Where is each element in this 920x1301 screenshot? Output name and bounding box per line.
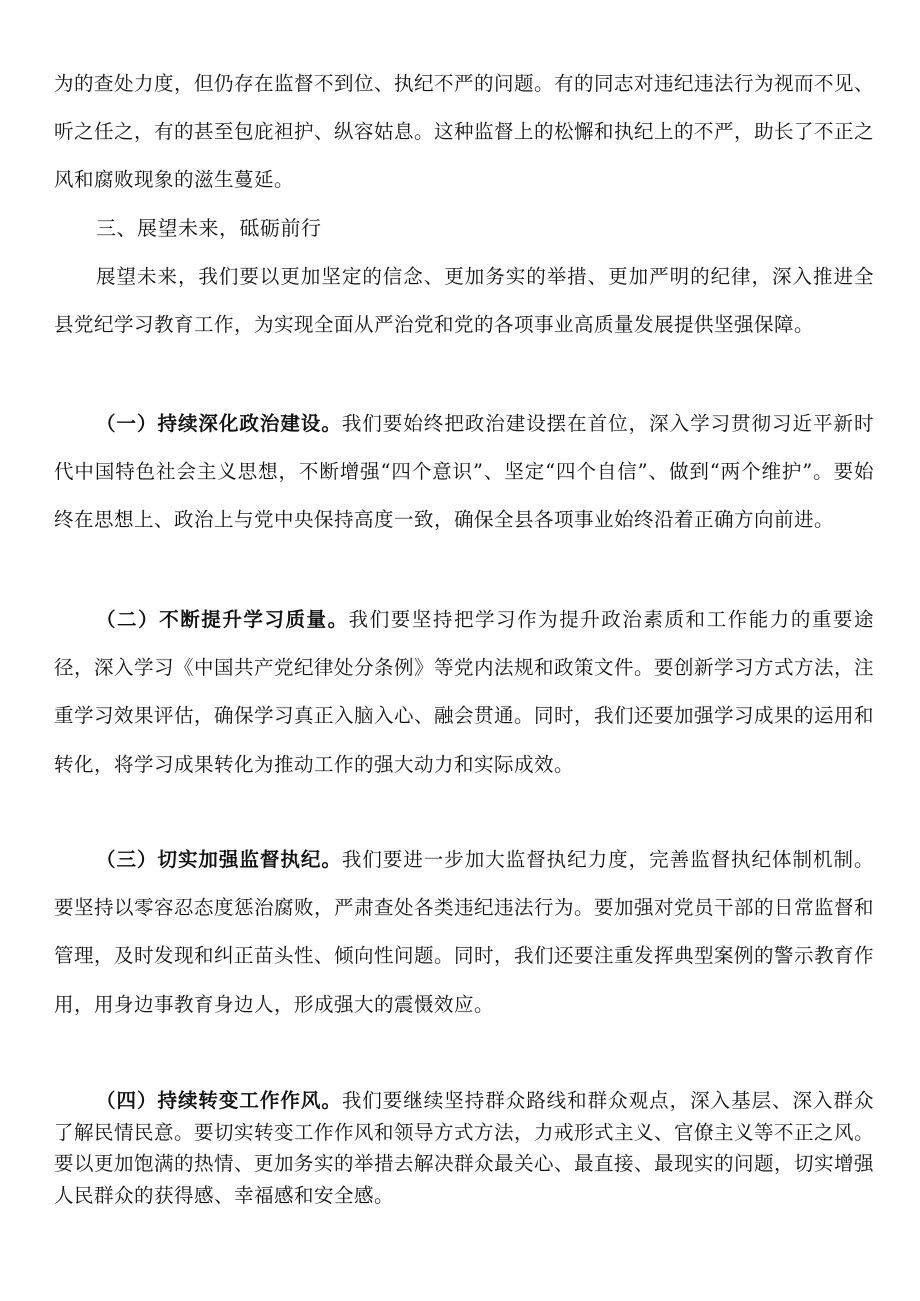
item-1-paragraph [54,400,874,545]
item-2-paragraph [54,596,874,789]
intro-paragraph: 为的查处力度，但仍存在监督不到位、执纪不严的问题。有的同志对违纪违法行为视而不见、听之任之，有的甚至包庇袒护、纵容姑息。这种监督上的松懈和执纪上的不严，助长了不正之风和腐败现象的滋生蔓延。 [54,72,875,192]
item-3-body: 我们要进一步加大监督执纪力度，完善监督执纪体制机制。要坚持以零容忍态度惩治腐败，严肃查处各类违纪违法行为。要加强对党员干部的日常监督和管理，及时发现和纠正苗头性、倾向性问题。同时，我们还要注重发挥典型案例的警示教育作用，用身边事教育身边人，形成强大的震慑效应。 [54,848,875,1016]
item-2-lead: （二）不断提升学习质量。 [96,608,349,631]
item-1-body: 我们要始终把政治建设摆在首位，深入学习贯彻习近平新时代中国特色社会主义思想，不断增强“四个意识”、坚定“四个自信”、做到“两个维护”。要始终在思想上、政治上与党中央保持高度一致，确保全县各项事业始终沿着正确方向前进。 [54,412,874,532]
item-2-body: 我们要坚持把学习作为提升政治素质和工作能力的重要途径，深入学习《中国共产党纪律处分条例》等党内法规和政策文件。要创新学习方式方法，注重学习效果评估，确保学习真正入脑入心、融会贯通。同时，我们还要加强学习成果的运用和转化，将学习成果转化为推动工作的强大动力和实际成效。 [54,608,875,776]
section-intro-paragraph: 展望未来，我们要以更加坚定的信念、更加务实的举措、更加严明的纪律，深入推进全县党纪学习教育工作，为实现全面从严治党和党的各项事业高质量发展提供坚强保障。 [54,265,874,337]
item-4-body: 我们要继续坚持群众路线和群众观点，深入基层、深入群众了解民情民意。要切实转变工作作风和领导方式方法，力戒形式主义、官僚主义等不正之风。要以更加饱满的热情、更加务实的举措去解决群众最关心、最直接、最现实的问题，切实增强人民群众的获得感、幸福感和安全感。 [54,1089,875,1207]
item-3-paragraph [54,836,874,1029]
item-4-paragraph [54,1085,874,1211]
item-4-lead: （四）持续转变工作作风。 [96,1089,342,1112]
section-heading: 三、展望未来，砥砺前行 [96,216,322,240]
item-1-lead: （一）持续深化政治建设。 [96,412,342,435]
item-3-lead: （三）切实加强监督执纪。 [96,848,342,871]
